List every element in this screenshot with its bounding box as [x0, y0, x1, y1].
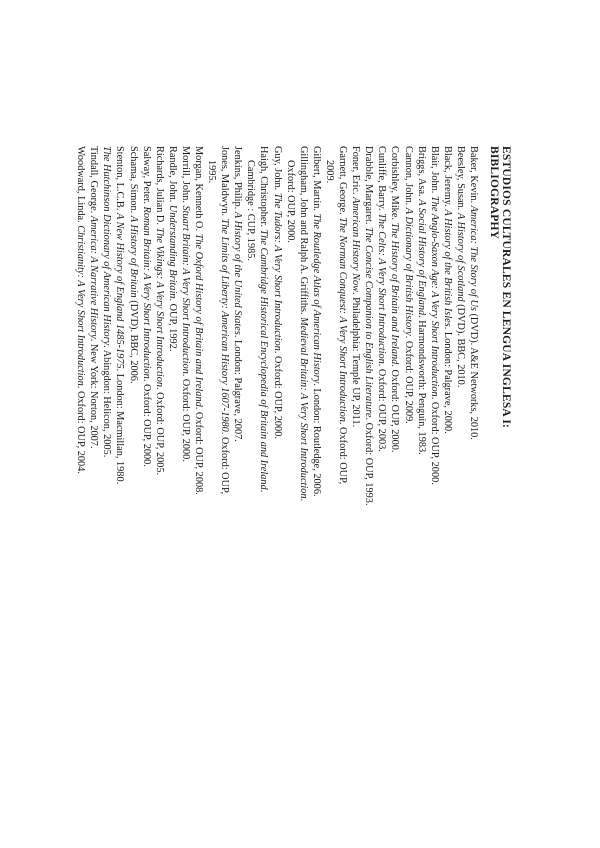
- entry-title: A History of Britain: [127, 215, 139, 298]
- entry-author: Jones, Maldwyn.: [219, 146, 231, 219]
- entry-author: Gilbert, Martin.: [310, 146, 322, 214]
- bibliography-entry: [415, 146, 428, 706]
- entry-title: Christianity: A Very Short Introduction: [75, 225, 87, 386]
- entry-author: Stenton, L.C.B.: [114, 146, 126, 213]
- page-subtitle: BIBLIOGRAPHY: [488, 146, 500, 240]
- entry-author: Morgan, Kenneth O.: [193, 146, 205, 234]
- entry-title: A History of Scotland: [454, 212, 466, 302]
- entry-author: Woodward, Linda.: [75, 146, 87, 226]
- entry-publication: . Oxford: OUP, 2009.: [402, 335, 414, 424]
- entry-author: Blair, John.: [428, 146, 440, 196]
- entry-text: Oxford: OUP, 2000.: [284, 160, 296, 243]
- bibliography-entry: [140, 146, 153, 706]
- bibliography-entry: [153, 146, 166, 706]
- entry-author: Garnett, George.: [337, 146, 349, 218]
- entry-title: Stuart Britain: A Very Short Introduction: [179, 205, 191, 374]
- bibliography-entry: [441, 146, 454, 706]
- entry-title: The Routledge Atlas of American History: [310, 213, 322, 384]
- entry-publication: . Philadelphia: Temple UP, 2011.: [350, 292, 362, 428]
- entry-author: Cannon, John.: [402, 146, 414, 208]
- entry-title: A History of the United States: [232, 211, 244, 335]
- entry-title: America: The Story of Us: [468, 205, 479, 311]
- bibliography-entry-continuation: [323, 146, 336, 706]
- entry-title: A New History of England 1485-1975: [114, 212, 126, 369]
- entry-title: America: A Narrative History: [88, 215, 100, 339]
- entry-author: Cunliffe, Barry.: [376, 146, 388, 214]
- entry-title: The Concise Companion to English Literature: [363, 227, 375, 418]
- entry-title: The Celts: A Very Short Introduction: [376, 213, 388, 364]
- entry-author: Drabble, Margaret.: [363, 146, 375, 228]
- entry-publication: . London: Palgrave, 2000.: [441, 326, 453, 434]
- entry-publication: . Harmondsworth: Penguin, 1983.: [415, 315, 427, 455]
- entry-title: The Cambridge Historical Encyclopedia of Britain and Ireland: [258, 229, 270, 490]
- bibliography-entry: [113, 146, 126, 706]
- entry-publication: . London: Routledge, 2006.: [310, 383, 322, 497]
- bibliography-entry: [126, 146, 139, 706]
- entry-author: Richards, Julian D.: [153, 146, 165, 228]
- entry-publication: . New York: Norton, 2007.: [88, 338, 100, 449]
- entry-publication: .: [258, 489, 270, 493]
- entry-publication: . Oxford: OUP, 2003.: [376, 363, 388, 452]
- entry-title: The Tudors: A Very Short Introduction: [271, 192, 283, 351]
- entry-publication: . Oxford: OUP, 2000.: [271, 350, 283, 439]
- entry-title: Understanding Britain: [166, 204, 178, 299]
- entry-publication: . Oxford: OUP,: [337, 421, 349, 485]
- bibliography-entry: [467, 146, 480, 706]
- entry-publication: . London: Macmillan, 1980.: [114, 368, 126, 485]
- entry-author: Guy, John.: [271, 146, 283, 193]
- entry-author: Salway, Peter.: [140, 146, 152, 207]
- entry-author: Black, Jeremy.: [441, 146, 453, 210]
- bibliography-entry: [336, 146, 349, 706]
- entry-publication: .: [297, 498, 309, 502]
- entry-text: 1995.: [206, 160, 218, 184]
- entry-author: Schama, Simon.: [127, 146, 139, 216]
- entry-publication: . Oxford: OUP, 2000.: [179, 373, 191, 462]
- rotated-page: [74, 146, 512, 706]
- entry-author: Baker, Kevin.: [468, 146, 479, 206]
- entry-title: Medieval Britain: A Very Short Introduction: [297, 317, 309, 499]
- bibliography-entry-continuation: [205, 146, 218, 706]
- bibliography-entry: [100, 146, 113, 706]
- entry-title: The Anglo-Saxon Age: A Very Short Introduction: [428, 195, 440, 397]
- entry-publication: . Oxford: OUP, 2000.: [428, 396, 440, 485]
- bibliography-entry: [297, 146, 310, 706]
- entry-title: A Dictionary of British History: [402, 207, 414, 336]
- bibliography-entry-continuation: [284, 146, 297, 706]
- entry-author: Beesley, Susan.: [454, 146, 466, 213]
- entry-publication: . London: Palgrave, 2007.: [232, 334, 244, 442]
- entry-title: The Hutchinson Dictionary of American History: [101, 146, 113, 346]
- entry-publication: . Oxford: OUP,: [219, 431, 231, 495]
- entry-publication: . Oxford: OUP, 2000.: [140, 378, 152, 467]
- entry-author: Corbishley, Mike.: [389, 146, 401, 223]
- entry-author: Randle, John.: [166, 146, 178, 205]
- bibliography-entry: [388, 146, 401, 706]
- entry-publication: . Oxford: OUP, 2004.: [75, 385, 87, 474]
- bibliography-entry: [87, 146, 100, 706]
- bibliography-entry: [362, 146, 375, 706]
- entry-publication: . Abingdon: Helicon, 2005.: [101, 345, 113, 458]
- entry-title: American History Now: [350, 197, 362, 293]
- entry-publication: (DVD). A&E Networks, 2010.: [468, 310, 479, 440]
- entry-author: Briggs, Asa.: [415, 146, 427, 200]
- bibliography-entry: [257, 146, 270, 706]
- entry-publication: (DVD). BBC, 2006.: [127, 297, 139, 384]
- entry-title: The Oxford History of Britain and Ireland: [193, 233, 205, 407]
- entry-author: Foner, Eric.: [350, 146, 362, 198]
- bibliography-entry: [271, 146, 284, 706]
- bibliography-entry: [218, 146, 231, 706]
- entry-publication: . OUP, 1992.: [166, 298, 178, 352]
- page-title: ESTUDIOS CULTURALES EN LENGUA INGLESA I:: [500, 146, 512, 429]
- entry-publication: . Oxford: OUP, 2000.: [389, 364, 401, 453]
- entry-title: Roman Britain: A Very Short Introduction: [140, 206, 152, 379]
- entry-title: The Vikings: A Very Short Introduction: [153, 227, 165, 388]
- entry-author: Gillingham, John and Ralph A. Griffiths.: [297, 146, 309, 318]
- entry-publication: . Oxford: OUP, 2008.: [193, 406, 205, 495]
- bibliography-entry-continuation: [244, 146, 257, 706]
- entry-author: Morrill, John.: [179, 146, 191, 206]
- bibliography-entry: [375, 146, 388, 706]
- entry-publication: . Oxford: OUP, 2005.: [153, 387, 165, 476]
- bibliography-entry: [349, 146, 362, 706]
- bibliography-entry: [310, 146, 323, 706]
- entry-title: The Limits of Liberty: American History 1607-1980: [219, 218, 231, 432]
- bibliography-entry: [166, 146, 179, 706]
- bibliography-entry: [428, 146, 441, 706]
- bibliography-entry: [74, 146, 87, 706]
- entry-text: Cambridge : CUP, 1985.: [245, 160, 257, 261]
- entry-author: Tindall, George.: [88, 146, 100, 216]
- entry-text: 2009.: [323, 160, 335, 184]
- entry-publication: . Oxford: OUP, 1993.: [363, 417, 375, 506]
- bibliography-entry: [231, 146, 244, 706]
- bibliography-entry: [401, 146, 414, 706]
- entry-title: A History of the British Isles: [441, 209, 453, 327]
- entry-title: The History of Britain and Ireland: [389, 222, 401, 365]
- entry-author: Haigh, Christopher.: [258, 146, 270, 230]
- bibliography-entry: [179, 146, 192, 706]
- entry-title: A Social History of England: [415, 199, 427, 316]
- bibliography-entry: [454, 146, 467, 706]
- entry-title: The Norman Conquest: A Very Short Introduction: [337, 217, 349, 422]
- bibliography-entry: [192, 146, 205, 706]
- bibliography-list: [74, 146, 480, 706]
- entry-author: Jenkins, Philip.: [232, 146, 244, 212]
- entry-publication: (DVD). BBC, 2010.: [454, 301, 466, 388]
